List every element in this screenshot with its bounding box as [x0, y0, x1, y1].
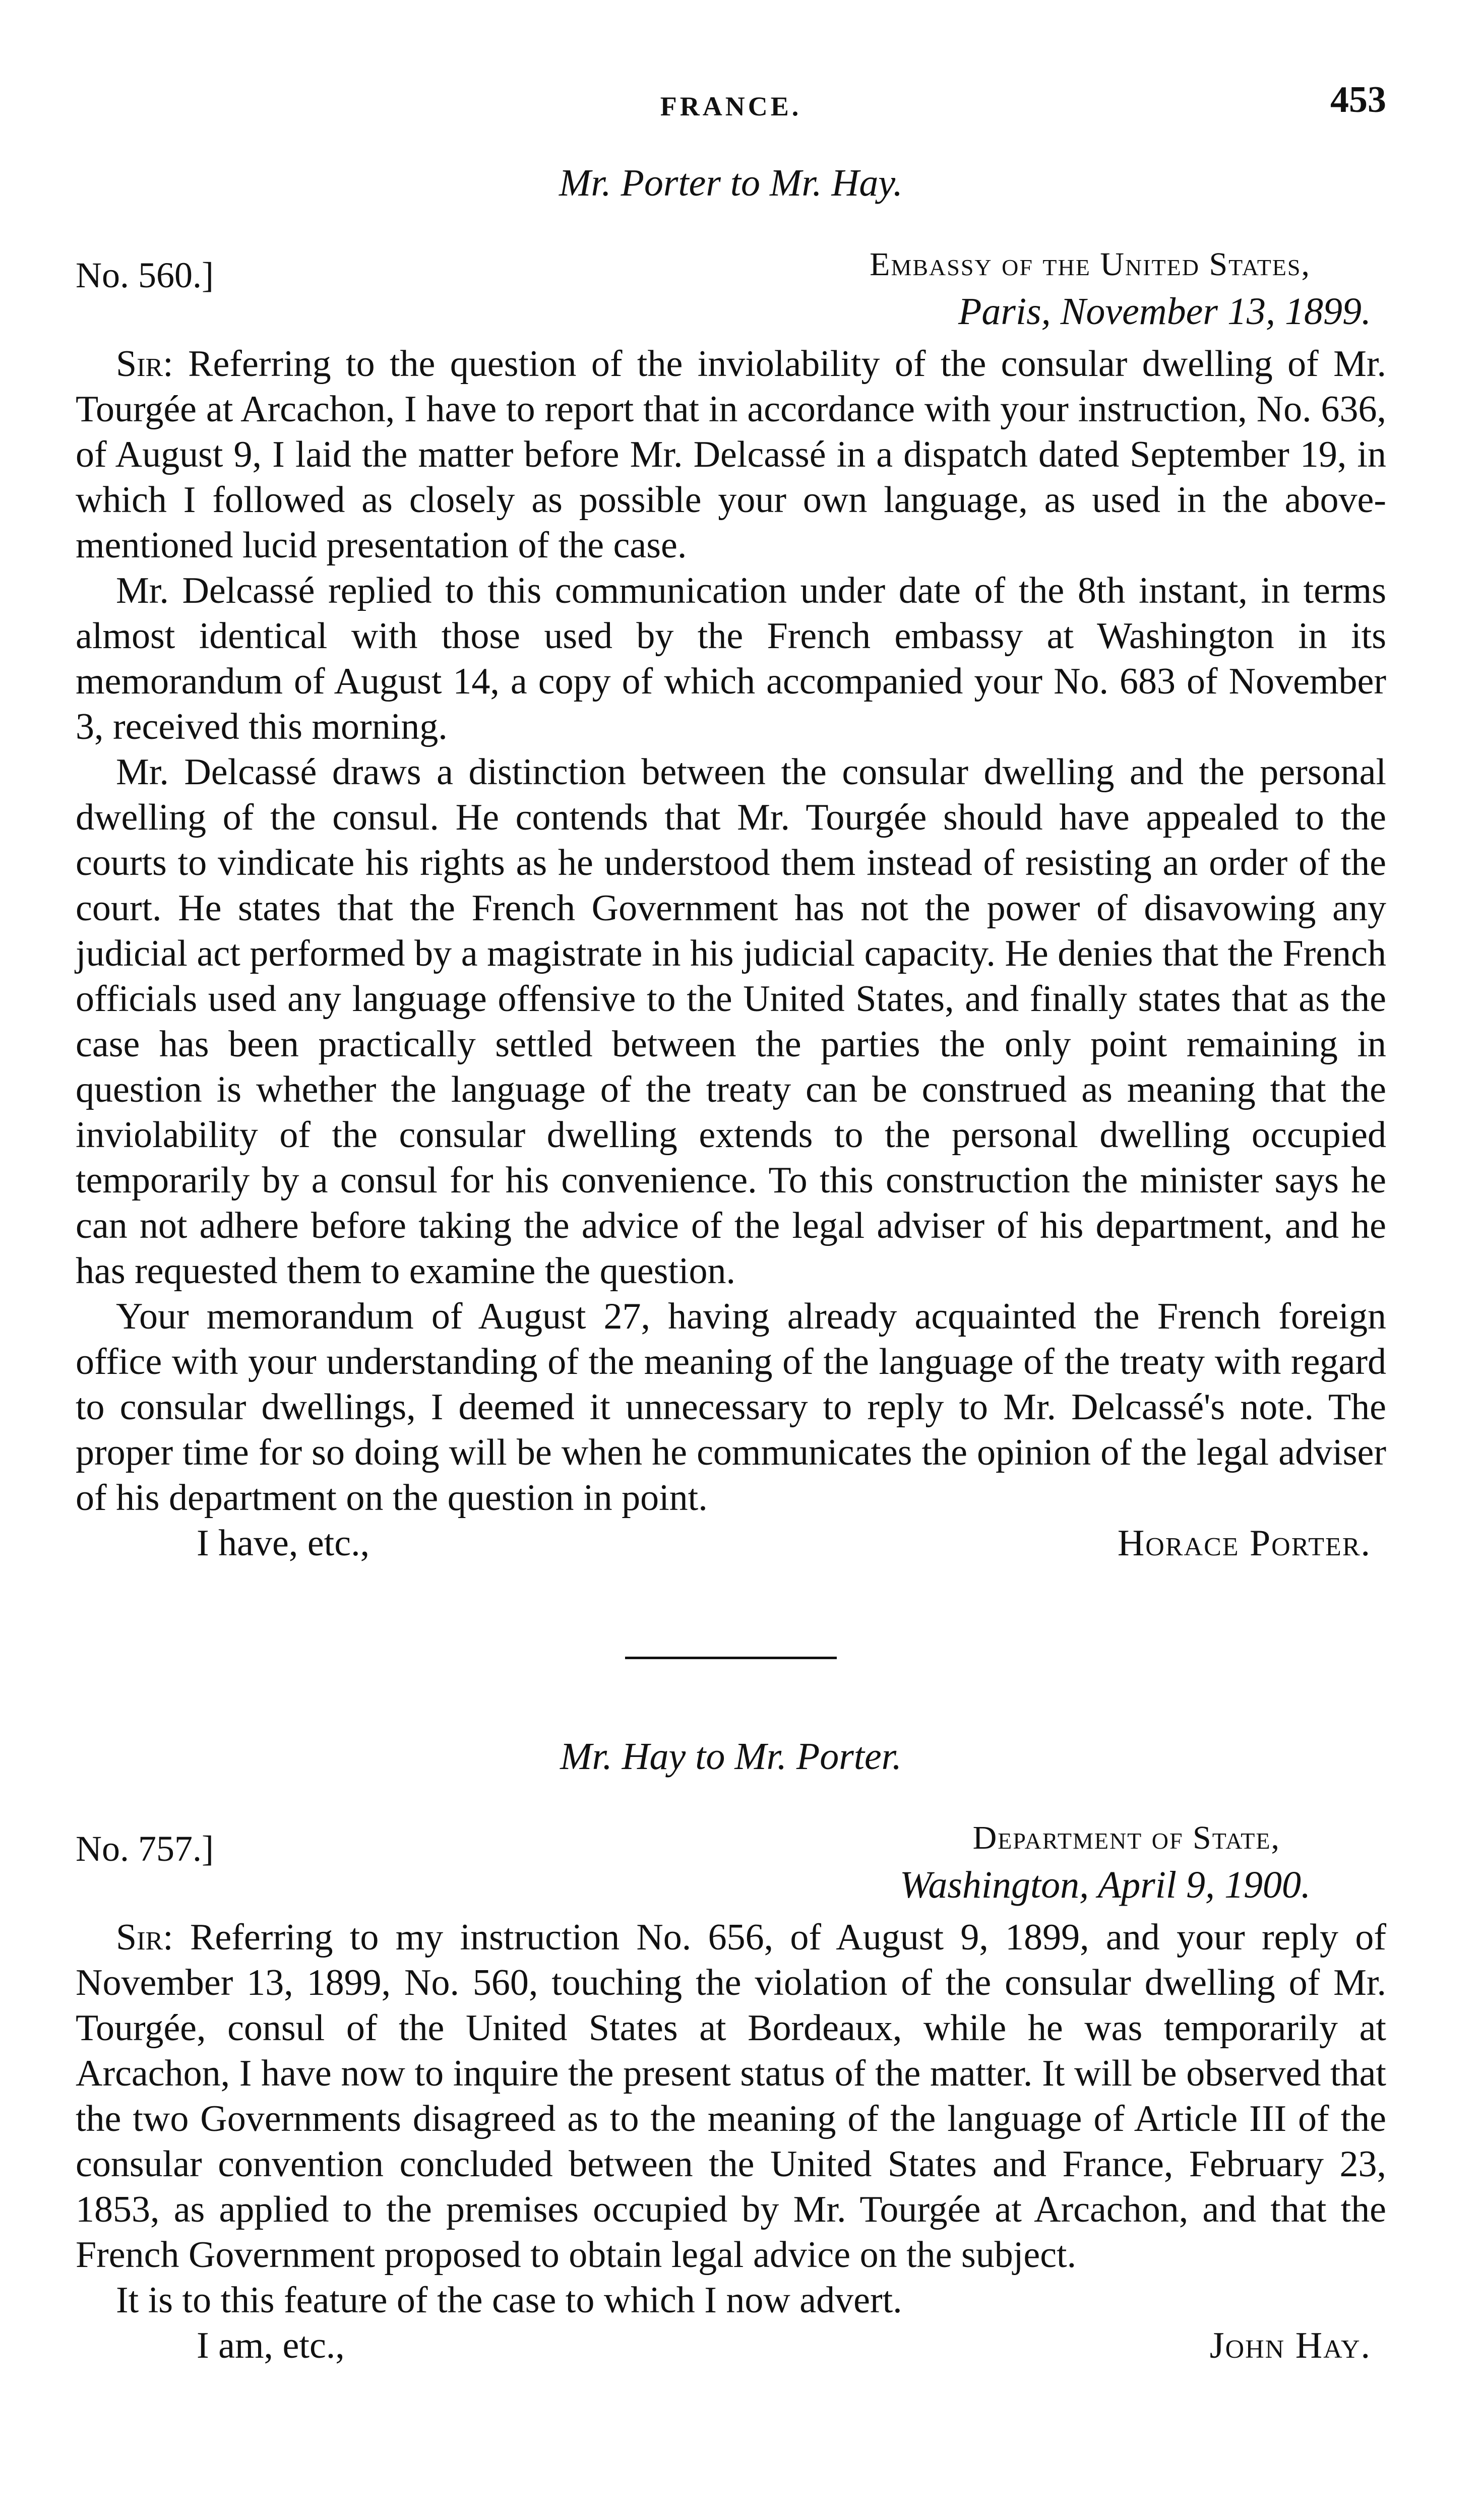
page-number: 453: [1330, 79, 1386, 120]
letter-porter-to-hay: [76, 161, 1386, 1566]
letter-heading: Mr. Hay to Mr. Porter.: [560, 1735, 902, 1778]
letter-body: [76, 341, 1386, 1521]
closing-line: [76, 2323, 1386, 2368]
paragraph: Sir: Referring to my instruction No. 656, of August 9, 1899, and your reply of November 13, 1899, No. 560, touching the violation of the consular dwelling of Mr. Tourgée, consul of the United States at Bordeaux, while he was temporarily at Arcachon, I have now to inquire the present status of the matter. It will be observed that the two Governments disagreed as to the meaning of the language of Article III of the consular convention concluded between the United States and France, February 23, 1853, as applied to the premises occupied by Mr. Tourgée at Arcachon, and that the French Government proposed to obtain legal advice on the subject.: [76, 1917, 1386, 2276]
salutation: Sir:: [116, 343, 173, 385]
closing-line: [76, 1521, 1386, 1566]
dispatch-number: No. 757.]: [76, 1829, 214, 1869]
paragraph: Your memorandum of August 27, having already acquainted the French foreign office with your understanding of the meaning of the language of the treaty with regard to consular dwellings, I deemed it unnecessary to reply to Mr. Delcassé's note. The proper time for so doing will be when he communicates the opinion of the legal adviser of his department on the question in point.: [76, 1296, 1386, 1519]
dateline: [76, 245, 1386, 341]
letter-hay-to-porter: [76, 1735, 1386, 2368]
signature: Horace Porter.: [1117, 1523, 1371, 1564]
place-and-date: Washington, April 9, 1900.: [900, 1864, 1311, 1906]
sender-office: Department of State,: [972, 1819, 1280, 1856]
paragraph: Mr. Delcassé draws a distinction between the consular dwelling and the personal dwelling of the consul. He contends that Mr. Tourgée should have appealed to the courts to vindicate his rights as he understood them instead of resisting an order of the court. He states that the French Government has not the power of disavowing any judicial act performed by a magistrate in his judicial capacity. He denies that the French officials used any language offensive to the United States, and finally states that as the case has been practically settled between the parties the only point remaining in question is whether the language of the treaty can be construed as meaning that the inviolability of the consular dwelling extends to the personal dwelling occupied temporarily by a consul for his convenience. To this construction the minister says he can not adhere before taking the advice of the legal adviser of his department, and he has requested them to examine the question.: [76, 751, 1386, 1292]
document-page: [76, 76, 1386, 2368]
sender-office: Embassy of the United States,: [870, 246, 1311, 283]
section-divider: [625, 1657, 837, 1659]
running-title: FRANCE.: [660, 91, 802, 121]
paragraph: It is to this feature of the case to which I now advert.: [116, 2280, 902, 2321]
salutation: Sir:: [116, 1917, 173, 1958]
paragraph: Sir: Referring to the question of the inviolability of the consular dwelling of Mr. Tourgée at Arcachon, I have to report that in accordance with your instruction, No. 636, of August 9, I laid the matter before Mr. Delcassé in a dispatch dated September 19, in which I followed as closely as possible your own language, as used in the above-mentioned lucid presentation of the case.: [76, 343, 1386, 566]
signature: John Hay.: [1209, 2325, 1371, 2366]
letter-heading: Mr. Porter to Mr. Hay.: [559, 162, 903, 204]
paragraph: Mr. Delcassé replied to this communication under date of the 8th instant, in terms almost identical with those used by the French embassy at Washington in its memorandum of August 14, a copy of which accompanied your No. 683 of November 3, received this morning.: [76, 570, 1386, 747]
running-header: [76, 76, 1386, 126]
letter-body: [76, 1915, 1386, 2323]
closing: I am, etc.,: [197, 2325, 345, 2366]
closing: I have, etc.,: [197, 1523, 370, 1564]
place-and-date: Paris, November 13, 1899.: [958, 290, 1371, 333]
dispatch-number: No. 560.]: [76, 255, 214, 295]
dateline: [76, 1819, 1386, 1915]
